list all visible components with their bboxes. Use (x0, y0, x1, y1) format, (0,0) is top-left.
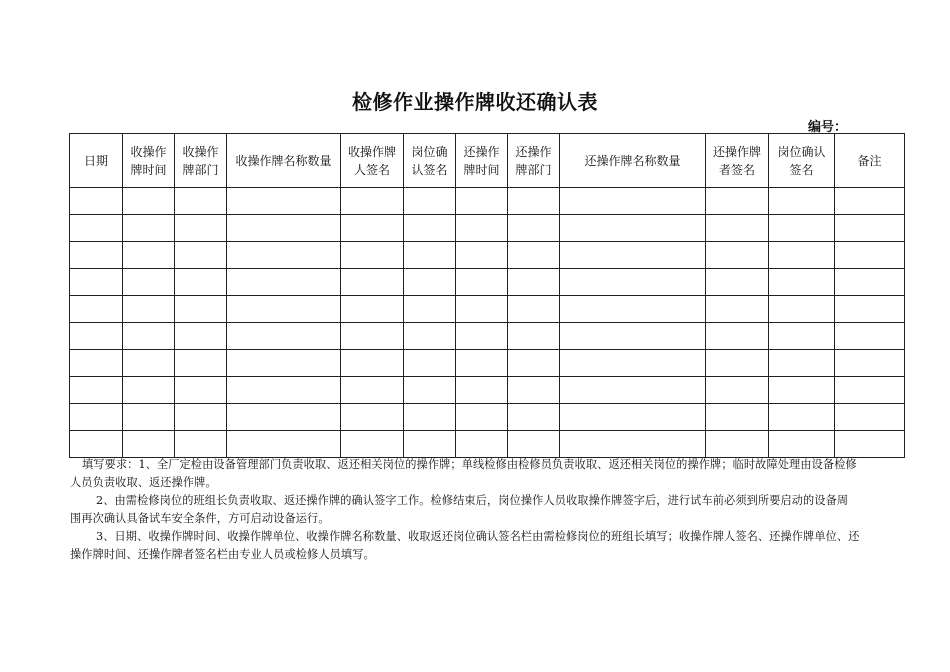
table-cell[interactable] (70, 431, 123, 458)
table-cell[interactable] (404, 188, 456, 215)
header-post-confirm-signature-2 (769, 134, 835, 188)
table-cell[interactable] (769, 431, 835, 458)
header-text: 收操作牌 人签名 (347, 144, 396, 177)
table-cell[interactable] (175, 350, 227, 377)
table-cell[interactable] (706, 377, 769, 404)
header-text: 还操作牌名称数量 (584, 153, 681, 168)
table-cell[interactable] (769, 377, 835, 404)
table-cell[interactable] (508, 323, 560, 350)
table-row (70, 269, 905, 296)
table-cell[interactable] (341, 431, 404, 458)
table-cell[interactable] (341, 377, 404, 404)
table-row (70, 296, 905, 323)
table-cell[interactable] (769, 215, 835, 242)
note-line: 围再次确认具备试车安全条件，方可启动设备运行。 (70, 512, 330, 525)
table-row (70, 242, 905, 269)
table-cell[interactable] (835, 404, 905, 431)
table-cell[interactable] (227, 404, 341, 431)
table-cell[interactable] (341, 350, 404, 377)
table-row (70, 350, 905, 377)
table-cell[interactable] (508, 188, 560, 215)
table-cell[interactable] (706, 188, 769, 215)
table-cell[interactable] (341, 215, 404, 242)
table-cell[interactable] (404, 431, 456, 458)
table-body (70, 188, 905, 458)
table-cell[interactable] (456, 404, 508, 431)
header-text: 收操作 牌时间 (130, 144, 167, 177)
table-cell[interactable] (175, 377, 227, 404)
table-row (70, 431, 905, 458)
header-return-name-quantity (560, 134, 706, 188)
table-cell[interactable] (175, 296, 227, 323)
header-text: 还操作 牌时间 (463, 144, 500, 177)
header-text: 还操作牌 者签名 (712, 144, 761, 177)
table-cell[interactable] (175, 269, 227, 296)
table-cell[interactable] (508, 404, 560, 431)
table-cell[interactable] (175, 188, 227, 215)
table-cell[interactable] (70, 215, 123, 242)
table-cell[interactable] (227, 431, 341, 458)
header-remarks (835, 134, 905, 188)
table-cell[interactable] (227, 215, 341, 242)
header-receive-name-quantity (227, 134, 341, 188)
table-row (70, 188, 905, 215)
table-cell[interactable] (404, 296, 456, 323)
table-cell[interactable] (508, 377, 560, 404)
note-line: 2、由需检修岗位的班组长负责收取、返还操作牌的确认签字工作。检修结束后，岗位操作人员收取操作牌签字后，进行试车前必须到所要启动的设备周 (96, 494, 849, 507)
note-line: 3、日期、收操作牌时间、收操作牌单位、收操作牌名称数量、收取返还岗位确认签名栏由需检修岗位的班组长填写；收操作牌人签名、还操作牌单位、还 (96, 530, 860, 543)
table-cell[interactable] (70, 296, 123, 323)
table-cell[interactable] (227, 323, 341, 350)
table-cell[interactable] (560, 377, 706, 404)
table-cell[interactable] (123, 323, 175, 350)
table-cell[interactable] (404, 242, 456, 269)
table-cell[interactable] (70, 350, 123, 377)
table-cell[interactable] (227, 377, 341, 404)
table-cell[interactable] (123, 188, 175, 215)
table-row (70, 323, 905, 350)
table-cell[interactable] (70, 188, 123, 215)
table-cell[interactable] (706, 296, 769, 323)
filling-requirements (70, 456, 882, 564)
table-cell[interactable] (508, 431, 560, 458)
header-return-department (508, 134, 560, 188)
table-header-row (70, 134, 905, 188)
table-cell[interactable] (508, 350, 560, 377)
header-returner-signature (706, 134, 769, 188)
header-return-time (456, 134, 508, 188)
header-receiver-signature (341, 134, 404, 188)
table-cell[interactable] (835, 323, 905, 350)
table-cell[interactable] (560, 431, 706, 458)
table-cell[interactable] (123, 431, 175, 458)
table-cell[interactable] (341, 188, 404, 215)
header-date (70, 134, 123, 188)
table-cell[interactable] (706, 215, 769, 242)
header-receive-department (175, 134, 227, 188)
table-cell[interactable] (175, 215, 227, 242)
table-cell[interactable] (835, 215, 905, 242)
table-cell[interactable] (70, 404, 123, 431)
table-cell[interactable] (456, 431, 508, 458)
table-cell[interactable] (341, 296, 404, 323)
table-cell[interactable] (456, 188, 508, 215)
table-cell[interactable] (175, 431, 227, 458)
table-cell[interactable] (560, 323, 706, 350)
table-cell[interactable] (123, 242, 175, 269)
table-cell[interactable] (70, 269, 123, 296)
table-cell[interactable] (456, 377, 508, 404)
document-title: 检修作业操作牌收还确认表 (352, 90, 598, 114)
table-cell[interactable] (341, 404, 404, 431)
table-cell[interactable] (456, 242, 508, 269)
table-cell[interactable] (706, 431, 769, 458)
table-cell[interactable] (123, 269, 175, 296)
table-cell[interactable] (835, 296, 905, 323)
table-cell[interactable] (123, 296, 175, 323)
table-cell[interactable] (769, 323, 835, 350)
table-cell[interactable] (456, 296, 508, 323)
table-cell[interactable] (706, 350, 769, 377)
table-cell[interactable] (835, 377, 905, 404)
table-cell[interactable] (769, 350, 835, 377)
table-cell[interactable] (560, 269, 706, 296)
header-post-confirm-signature-1 (404, 134, 456, 188)
table-cell[interactable] (123, 350, 175, 377)
note-line: 填写要求：1、全厂定检由设备管理部门负责收取、返还相关岗位的操作牌；单线检修由检修员负责收取、返还相关岗位的操作牌；临时故障处理由设备检修 (82, 458, 857, 471)
table-cell[interactable] (123, 404, 175, 431)
table-cell[interactable] (70, 242, 123, 269)
table-cell[interactable] (769, 242, 835, 269)
table-cell[interactable] (175, 242, 227, 269)
table-cell[interactable] (508, 215, 560, 242)
table-cell[interactable] (769, 269, 835, 296)
table-cell[interactable] (769, 188, 835, 215)
table-cell[interactable] (175, 323, 227, 350)
table-cell[interactable] (560, 404, 706, 431)
table-cell[interactable] (769, 404, 835, 431)
confirmation-table (69, 133, 905, 458)
table-cell[interactable] (70, 377, 123, 404)
table-cell[interactable] (456, 269, 508, 296)
note-line: 操作牌时间、还操作牌者签名栏由专业人员或检修人员填写。 (70, 548, 375, 561)
table-cell[interactable] (123, 377, 175, 404)
table-cell[interactable] (404, 377, 456, 404)
header-text: 收操作牌名称数量 (235, 153, 332, 168)
header-text: 日期 (83, 153, 108, 168)
table-cell[interactable] (341, 242, 404, 269)
table-cell[interactable] (769, 296, 835, 323)
header-text: 收操作 牌部门 (182, 144, 219, 177)
table-cell[interactable] (404, 269, 456, 296)
table-cell[interactable] (508, 269, 560, 296)
table-cell[interactable] (404, 404, 456, 431)
table-cell[interactable] (227, 350, 341, 377)
table-cell[interactable] (227, 296, 341, 323)
table-cell[interactable] (835, 431, 905, 458)
table-row (70, 215, 905, 242)
document-code-label: 编号： (808, 120, 848, 135)
table-cell[interactable] (341, 269, 404, 296)
table-cell[interactable] (560, 188, 706, 215)
table-cell[interactable] (560, 215, 706, 242)
table-cell[interactable] (835, 242, 905, 269)
table-row (70, 404, 905, 431)
table-cell[interactable] (404, 215, 456, 242)
table-cell[interactable] (123, 215, 175, 242)
table-cell[interactable] (175, 404, 227, 431)
table-cell[interactable] (560, 242, 706, 269)
table-cell[interactable] (341, 323, 404, 350)
header-text: 还操作 牌部门 (515, 144, 552, 177)
table-cell[interactable] (706, 269, 769, 296)
table-cell[interactable] (404, 350, 456, 377)
table-cell[interactable] (835, 350, 905, 377)
table-cell[interactable] (706, 404, 769, 431)
note-line: 人员负责收取、返还操作牌。 (70, 476, 217, 489)
table-cell[interactable] (227, 188, 341, 215)
table-cell[interactable] (508, 296, 560, 323)
table-cell[interactable] (227, 269, 341, 296)
table-cell[interactable] (456, 215, 508, 242)
table-cell[interactable] (227, 242, 341, 269)
header-text: 岗位确 认签名 (411, 144, 448, 177)
table-cell[interactable] (508, 242, 560, 269)
table-cell[interactable] (835, 269, 905, 296)
table-cell[interactable] (560, 350, 706, 377)
table-cell[interactable] (835, 188, 905, 215)
header-receive-time (123, 134, 175, 188)
table-cell[interactable] (706, 242, 769, 269)
table-cell[interactable] (560, 296, 706, 323)
table-cell[interactable] (456, 350, 508, 377)
confirmation-table-wrapper (69, 133, 904, 458)
table-cell[interactable] (456, 323, 508, 350)
table-cell[interactable] (404, 323, 456, 350)
header-text: 岗位确认 签名 (777, 144, 826, 177)
table-cell[interactable] (70, 323, 123, 350)
table-row (70, 377, 905, 404)
header-text: 备注 (857, 153, 882, 168)
table-cell[interactable] (706, 323, 769, 350)
